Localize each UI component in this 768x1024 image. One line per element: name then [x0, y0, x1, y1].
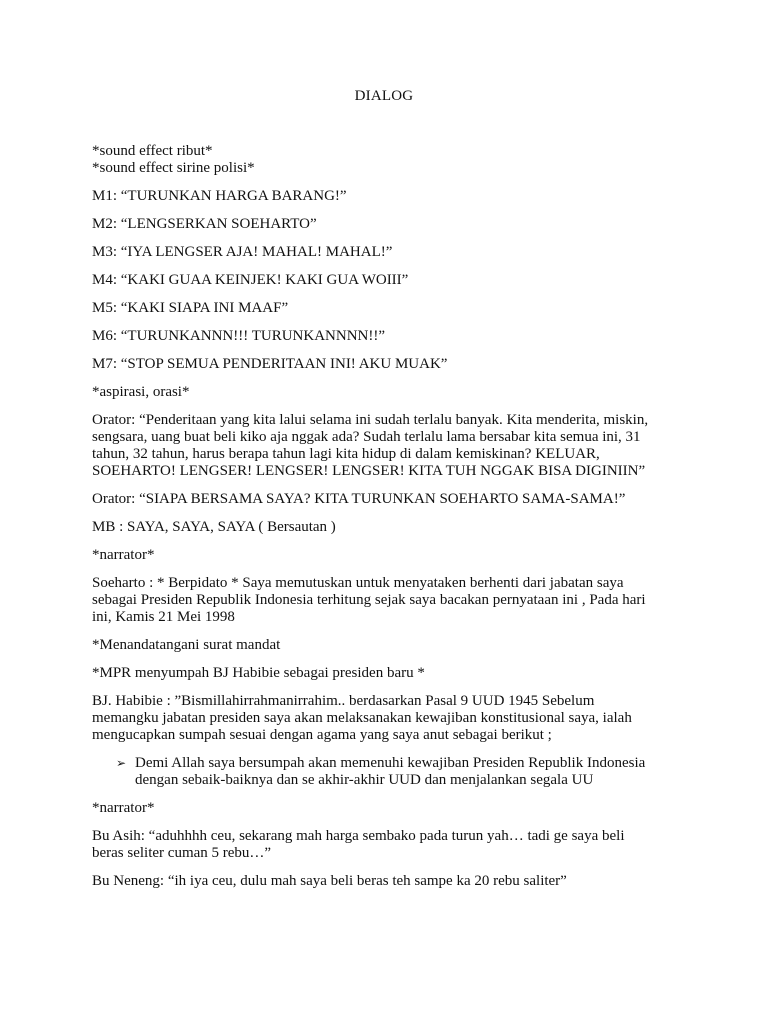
arrow-bullet-icon: ➢ [116, 756, 127, 770]
bu-asih-dialogue [92, 828, 682, 862]
speech-line: ini, Kamis 21 Mei 1998 [92, 609, 235, 625]
chant-m5: M5: “KAKI SIAPA INI MAAF” [92, 300, 289, 316]
dialogue-line: beras seliter cuman 5 rebu…” [92, 845, 272, 861]
speech-line: SOEHARTO! LENGSER! LENGSER! LENGSER! KITA TUH NGGAK BISA DIGINIIN” [92, 463, 646, 479]
orator-speech-2: Orator: “SIAPA BERSAMA SAYA? KITA TURUNKAN SOEHARTO SAMA-SAMA!” [92, 491, 626, 507]
stage-direction-narrator: *narrator* [92, 800, 155, 816]
stage-direction-signing: *Menandatangani surat mandat [92, 637, 281, 653]
chant-m4: M4: “KAKI GUAA KEINJEK! KAKI GUA WOIII” [92, 272, 409, 288]
chant-m6: M6: “TURUNKANNN!!! TURUNKANNNN!!” [92, 328, 386, 344]
sound-effects [92, 143, 682, 177]
chant-m2: M2: “LENGSERKAN SOEHARTO” [92, 216, 317, 232]
bu-neneng-dialogue: Bu Neneng: “ih iya ceu, dulu mah saya beli beras teh sampe ka 20 rebu saliter” [92, 873, 567, 889]
speech-line: BJ. Habibie : ”Bismillahirrahmanirrahim.. berdasarkan Pasal 9 UUD 1945 Sebelum [92, 693, 595, 709]
habibie-speech [92, 693, 682, 744]
speech-line: sebagai Presiden Republik Indonesia terhitung sejak saya bacakan pernyataan ini , Pada hari [92, 592, 646, 608]
soeharto-speech [92, 575, 682, 626]
dialogue-line: Bu Asih: “aduhhhh ceu, sekarang mah harga sembako pada turun yah… tadi ge saya beli [92, 828, 625, 844]
chant-m3: M3: “IYA LENGSER AJA! MAHAL! MAHAL!” [92, 244, 393, 260]
speech-line: Orator: “Penderitaan yang kita lalui selama ini sudah terlalu banyak. Kita menderita, miskin, [92, 412, 649, 428]
stage-direction-mpr: *MPR menyumpah BJ Habibie sebagai presiden baru * [92, 665, 425, 681]
speech-line: tahun, 32 tahun, harus berapa tahun lagi kita hidup di dalam kemiskinan? KELUAR, [92, 446, 600, 462]
chant-m1: M1: “TURUNKAN HARGA BARANG!” [92, 188, 347, 204]
stage-direction-narrator: *narrator* [92, 547, 155, 563]
orator-speech-1 [92, 412, 682, 480]
speech-line: mengucapkan sumpah sesuai dengan agama yang saya anut sebagai berikut ; [92, 727, 552, 743]
oath-line: Demi Allah saya bersumpah akan memenuhi kewajiban Presiden Republik Indonesia [135, 755, 646, 771]
document-body [92, 143, 682, 890]
speech-line: memangku jabatan presiden saya akan melaksanakan kewajiban konstitusional saya, ialah [92, 710, 632, 726]
chant-m7: M7: “STOP SEMUA PENDERITAAN INI! AKU MUAK” [92, 356, 448, 372]
speech-line: Soeharto : * Berpidato * Saya memutuskan untuk menyataken berhenti dari jabatan saya [92, 575, 624, 591]
sound-effect-line: *sound effect ribut* [92, 143, 213, 159]
sound-effect-line: *sound effect sirine polisi* [92, 160, 255, 176]
document-title: DIALOG [354, 88, 414, 104]
oath-bullet [92, 755, 682, 789]
stage-direction-aspirasi: *aspirasi, orasi* [92, 384, 190, 400]
crowd-response: MB : SAYA, SAYA, SAYA ( Bersautan ) [92, 519, 336, 535]
speech-line: sengsara, uang buat beli kiko aja nggak ada? Sudah terlalu lama bersabar kita semua ini, 31 [92, 429, 641, 445]
oath-line: dengan sebaik-baiknya dan se akhir-akhir UUD dan menjalankan segala UU [135, 772, 594, 788]
